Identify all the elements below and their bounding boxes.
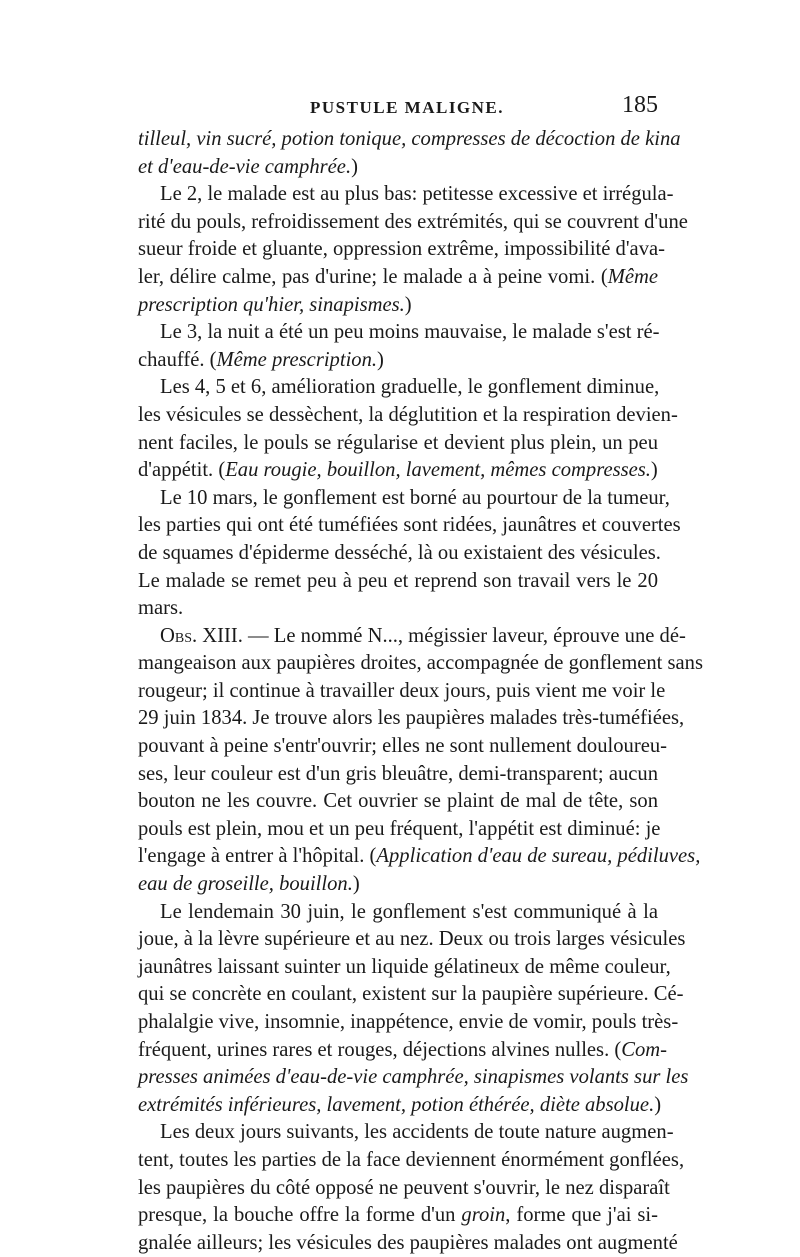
text-span: Le malade se remet peu à peu et reprend son travail vers le 20 — [138, 569, 658, 592]
text-line — [138, 981, 684, 1009]
page-header — [138, 92, 658, 126]
text-line — [138, 181, 674, 209]
text-span: les vésicules se dessèchent, la déglutition et la respiration devien- — [138, 403, 678, 426]
running-title: PUSTULE MALIGNE. — [310, 98, 505, 117]
text-line — [138, 678, 666, 706]
text-span: Les deux jours suivants, les accidents de toute nature augmen- — [160, 1121, 674, 1144]
italic-text: et d'eau-de-vie camphrée. — [138, 155, 352, 178]
text-line — [138, 761, 658, 789]
text-span: gnalée ailleurs; les vésicules des paupières malades ont augmenté — [138, 1231, 678, 1254]
text-line — [138, 126, 681, 154]
italic-text: Même prescription. — [216, 348, 378, 371]
text-span: Les 4, 5 et 6, amélioration graduelle, le gonflement diminue, — [160, 376, 660, 399]
text-span: ) — [352, 873, 360, 896]
text-line — [138, 595, 658, 623]
italic-text: tilleul, vin sucré, potion tonique, compresses de décoction de kina — [138, 128, 681, 150]
text-span: 29 juin 1834. Je trouve alors les paupières malades très-tuméfiées, — [138, 707, 685, 730]
text-line — [138, 292, 658, 320]
italic-text: eau de groseille, bouillon. — [138, 873, 353, 896]
text-span: phalalgie vive, insomnie, inappétence, envie de vomir, pouls très- — [138, 1011, 679, 1033]
text-line — [138, 209, 688, 237]
text-span: presque, la bouche offre la forme d'un — [138, 1204, 462, 1227]
text-span: ) — [654, 1093, 662, 1116]
text-line — [138, 374, 658, 402]
text-line — [138, 540, 661, 568]
italic-text: Com- — [621, 1038, 667, 1061]
text-line — [138, 319, 658, 347]
text-line — [138, 1175, 670, 1203]
text-line — [138, 871, 658, 899]
text-span: de squames d'épiderme desséché, là ou existaient des vésicules. — [138, 541, 661, 564]
italic-text: groin — [461, 1204, 506, 1227]
text-line — [138, 816, 661, 844]
text-span: fréquent, urines rares et rouges, déjections alvines nulles. ( — [138, 1038, 622, 1061]
text-line — [138, 1119, 674, 1147]
text-span: ler, délire calme, pas d'urine; le malade a à peine vomi. ( — [138, 265, 608, 288]
text-line — [138, 954, 671, 982]
text-line — [138, 733, 667, 761]
text-span: Le lendemain 30 juin, le gonflement s'est communiqué à la — [160, 900, 658, 923]
text-line — [138, 1092, 662, 1120]
text-span: l'engage à entrer à l'hôpital. ( — [138, 845, 377, 868]
text-span: les parties qui ont été tuméfiées sont ridées, jaunâtres et couvertes — [138, 514, 681, 537]
text-span: rité du pouls, refroidissement des extrémités, qui se couvrent d'une — [138, 210, 688, 233]
italic-text: Eau rougie, bouillon, lavement, mêmes compresses. — [225, 459, 651, 482]
text-line — [138, 457, 658, 485]
page-number: 185 — [622, 92, 658, 118]
text-span: ) — [404, 293, 412, 316]
text-span: nent faciles, le pouls se régularise et devient plus plein, un peu — [138, 431, 658, 454]
text-line — [138, 843, 701, 871]
text-span: jaunâtres laissant suinter un liquide gélatineux de même couleur, — [138, 955, 671, 978]
text-line — [138, 512, 681, 540]
text-line — [138, 1147, 685, 1175]
text-line — [138, 1202, 658, 1230]
text-span: , forme que j'ai si- — [505, 1204, 658, 1227]
text-line — [138, 236, 665, 264]
text-line — [138, 264, 658, 292]
text-line — [138, 154, 658, 182]
text-line — [138, 1064, 689, 1092]
text-span: Obs. XIII. — [160, 624, 243, 647]
text-line — [138, 1037, 667, 1065]
text-span: ) — [377, 348, 384, 371]
text-line — [138, 705, 685, 733]
italic-text: extrémités inférieures, lavement, potion éthérée, diète absolue. — [138, 1093, 655, 1116]
text-line — [138, 568, 658, 596]
text-line — [138, 788, 658, 816]
italic-text: Application d'eau de sureau, pédiluves, — [376, 845, 701, 868]
text-span: mars. — [138, 597, 184, 620]
text-span: joue, à la lèvre supérieure et au nez. Deux ou trois larges vésicules — [138, 928, 686, 951]
text-span: sueur froide et gluante, oppression extrême, impossibilité d'ava- — [138, 238, 665, 261]
text-span: chauffé. ( — [138, 348, 217, 371]
text-span: d'appétit. ( — [138, 459, 226, 482]
text-line — [138, 899, 658, 927]
italic-text: presses animées d'eau-de-vie camphrée, sinapismes volants sur les — [138, 1066, 689, 1089]
text-span: qui se concrète en coulant, existent sur la paupière supérieure. Cé- — [138, 983, 684, 1006]
text-span: ) — [351, 155, 358, 178]
italic-text: Même — [607, 265, 658, 288]
text-span: rougeur; il continue à travailler deux jours, puis vient me voir le — [138, 679, 666, 702]
text-span: mangeaison aux paupières droites, accompagnée de gonflement sans — [138, 652, 703, 675]
italic-text: prescription qu'hier, sinapismes. — [138, 293, 405, 316]
text-span: Le 3, la nuit a été un peu moins mauvaise, le malade s'est ré- — [160, 321, 660, 344]
text-line — [138, 623, 686, 651]
text-span: pouvant à peine s'entr'ouvrir; elles ne sont nullement douloureu- — [138, 735, 667, 758]
text-line — [138, 650, 703, 678]
text-span: — Le nommé N..., mégissier laveur, éprouve une dé- — [242, 624, 686, 647]
text-line — [138, 1009, 679, 1037]
text-line — [138, 430, 658, 458]
text-span: pouls est plein, mou et un peu fréquent, l'appétit est diminué: je — [138, 817, 661, 840]
text-line — [138, 926, 686, 954]
text-line — [138, 1230, 678, 1257]
text-span: ses, leur couleur est d'un gris bleuâtre, demi-transparent; aucun — [138, 762, 658, 785]
text-span: les paupières du côté opposé ne peuvent s'ouvrir, le nez disparaît — [138, 1176, 670, 1199]
text-span: Le 2, le malade est au plus bas: petitesse excessive et irrégula- — [160, 183, 674, 206]
text-line — [138, 485, 670, 513]
text-line — [138, 347, 658, 375]
body-text — [138, 126, 703, 1257]
text-span: ) — [650, 459, 658, 482]
text-span: Le 10 mars, le gonflement est borné au pourtour de la tumeur, — [160, 486, 670, 509]
text-span: bouton ne les couvre. Cet ouvrier se plaint de mal de tête, son — [138, 790, 658, 813]
text-line — [138, 402, 678, 430]
text-span: tent, toutes les parties de la face deviennent énormément gonflées, — [138, 1148, 685, 1171]
